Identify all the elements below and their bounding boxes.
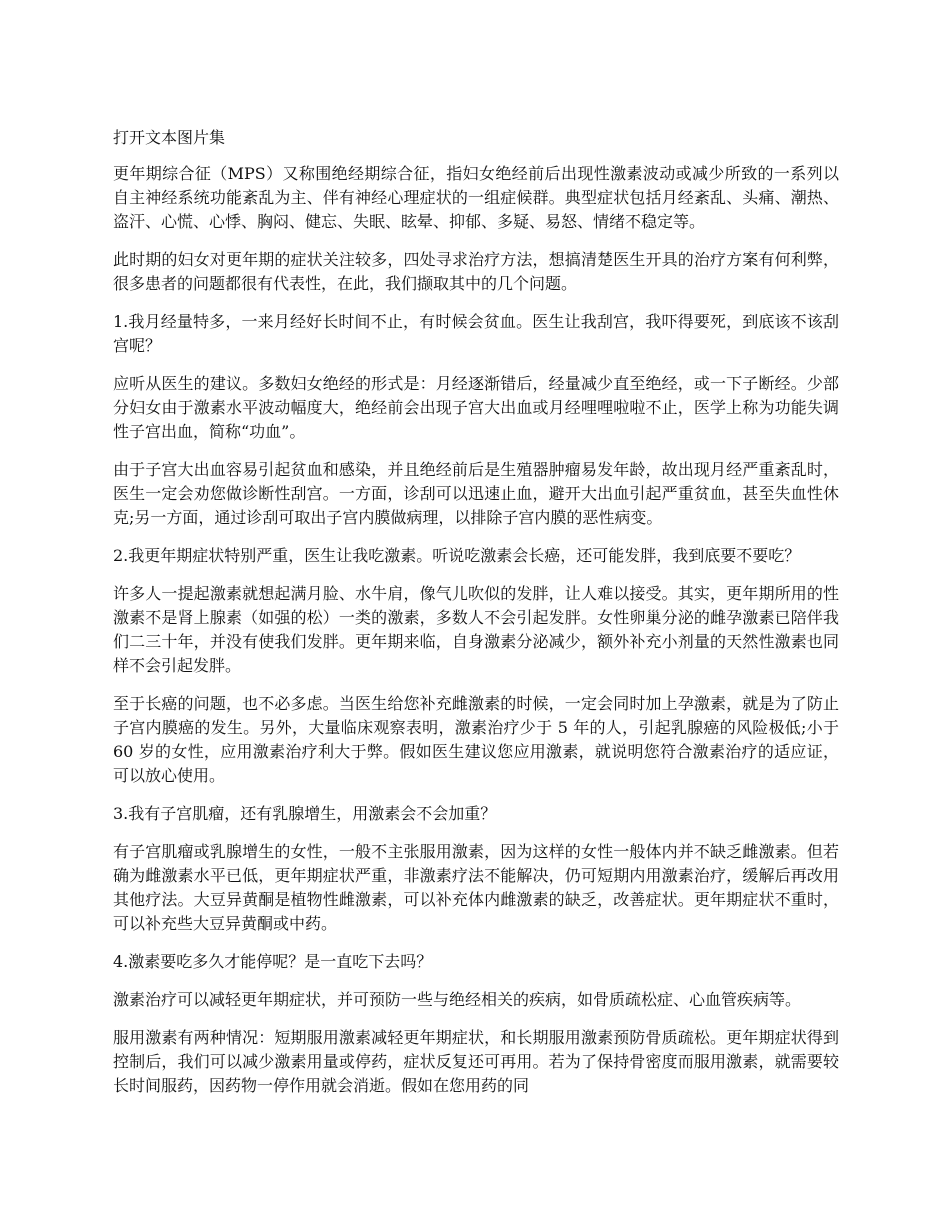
question-1: 1.我月经量特多，一来月经好长时间不止，有时候会贫血。医生让我刮宫，我吓得要死，到底该不该刮宫呢？ xyxy=(113,312,839,355)
answer-4-part-2: 服用激素有两种情况：短期服用激素减轻更年期症状，和长期服用激素预防骨质疏松。更年期症状得到控制后，我们可以减少激素用量或停药，症状反复还可再用。若为了保持骨密度而服用激素，就需要较长时间服药，因药物一停作用就会消逝。假如在您用药的同 xyxy=(113,1028,839,1095)
answer-1-part-2: 由于子宫大出血容易引起贫血和感染，并且绝经前后是生殖器肿瘤易发年龄，故出现月经严重紊乱时，医生一定会劝您做诊断性刮宫。一方面，诊刮可以迅速止血，避开大出血引起严重贫血，甚至失血性休克;另一方面，通过诊刮可取出子宫内膜做病理，以排除子宫内膜的恶性病变。 xyxy=(113,460,839,527)
paragraph-context: 此时期的妇女对更年期的症状关注较多，四处寻求治疗方法，想搞清楚医生开具的治疗方案有何利弊，很多患者的问题都很有代表性，在此，我们撷取其中的几个问题。 xyxy=(113,250,839,293)
answer-1-part-1: 应听从医生的建议。多数妇女绝经的形式是：月经逐渐错后，经量减少直至绝经，或一下子断经。少部分妇女由于激素水平波动幅度大，绝经前会出现子宫大出血或月经哩哩啦啦不止，医学上称为功能失调性子宫出血，简称“功血”。 xyxy=(113,374,839,441)
question-2: 2.我更年期症状特别严重，医生让我吃激素。听说吃激素会长癌，还可能发胖，我到底要不要吃？ xyxy=(113,546,801,565)
answer-2-part-2: 至于长癌的问题，也不必多虑。当医生给您补充雌激素的时候，一定会同时加上孕激素，就是为了防止子宫内膜癌的发生。另外，大量临床观察表明，激素治疗少于 5 年的人，引起乳腺癌的风险极低;小于 60 岁的女性，应用激素治疗利大于弊。假如医生建议您应用激素，就说明您符合激素治疗的适应证，可以放心使用。 xyxy=(113,694,839,785)
question-3: 3.我有子宫肌瘤，还有乳腺增生，用激素会不会加重？ xyxy=(113,804,497,823)
document-body xyxy=(113,126,839,1112)
answer-4-part-1: 激素治疗可以减轻更年期症状，并可预防一些与绝经相关的疾病，如骨质疏松症、心血管疾病等。 xyxy=(113,990,802,1009)
document-title: 打开文本图片集 xyxy=(113,128,226,147)
question-4: 4.激素要吃多久才能停呢？是一直吃下去吗？ xyxy=(113,952,433,971)
answer-3: 有子宫肌瘤或乳腺增生的女性，一般不主张服用激素，因为这样的女性一般体内并不缺乏雌激素。但若确为雌激素水平已低，更年期症状严重，非激素疗法不能解决，仍可短期内用激素治疗，缓解后再改用其他疗法。大豆异黄酮是植物性雌激素，可以补充体内雌激素的缺乏，改善症状。更年期症状不重时，可以补充些大豆异黄酮或中药。 xyxy=(113,842,839,933)
paragraph-intro: 更年期综合征（MPS）又称围绝经期综合征，指妇女绝经前后出现性激素波动或减少所致的一系列以自主神经系统功能紊乱为主、伴有神经心理症状的一组症候群。典型症状包括月经紊乱、头痛、潮热、盗汗、心慌、心悸、胸闷、健忘、失眠、眩晕、抑郁、多疑、易怒、情绪不稳定等。 xyxy=(113,164,839,231)
answer-2-part-1: 许多人一提起激素就想起满月脸、水牛肩，像气儿吹似的发胖，让人难以接受。其实，更年期所用的性激素不是肾上腺素（如强的松）一类的激素，多数人不会引起发胖。女性卵巢分泌的雌孕激素已陪伴我们二三十年，并没有使我们发胖。更年期来临，自身激素分泌减少，额外补充小剂量的天然性激素也同样不会引起发胖。 xyxy=(113,584,839,675)
